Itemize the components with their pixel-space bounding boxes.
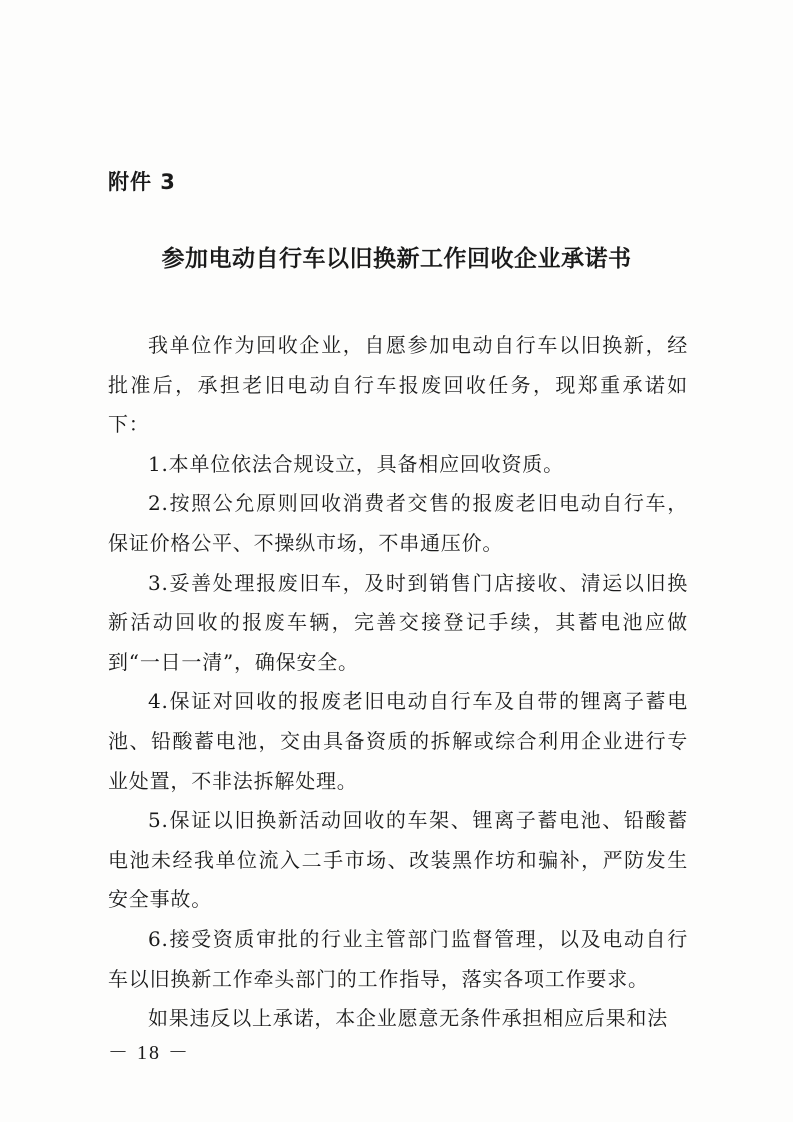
page-number: － 18 －: [108, 1042, 190, 1064]
paragraph-item-3: 3.妥善处理报废旧车，及时到销售门店接收、清运以旧换新活动回收的报废车辆，完善交接登记手续，其蓄电池应做到“一日一清”，确保安全。: [108, 570, 688, 674]
document-body: [108, 326, 688, 1039]
paragraph-item-6: 6.接受资质审批的行业主管部门监督管理，以及电动自行车以旧换新工作牵头部门的工作指导，落实各项工作要求。: [108, 926, 688, 991]
paragraph-item-1: 1.本单位依法合规设立，具备相应回收资质。: [148, 451, 564, 476]
attachment-label: 附件 3: [108, 170, 176, 194]
paragraph-item-2: 2.按照公允原则回收消费者交售的报废老旧电动自行车，保证价格公平、不操纵市场，不串通压价。: [108, 491, 688, 555]
paragraph-closing: 如果违反以上承诺，本企业愿意无条件承担相应后果和法: [148, 1006, 668, 1031]
paragraph-intro: 我单位作为回收企业，自愿参加电动自行车以旧换新，经批准后，承担老旧电动自行车报废回收任务，现郑重承诺如下：: [108, 333, 688, 437]
paragraph-item-5: 5.保证以旧换新活动回收的车架、锂离子蓄电池、铅酸蓄电池未经我单位流入二手市场、改装黑作坊和骗补，严防发生安全事故。: [108, 808, 688, 912]
paragraph-item-4: 4.保证对回收的报废老旧电动自行车及自带的锂离子蓄电池、铅酸蓄电池，交由具备资质的拆解或综合利用企业进行专业处置，不非法拆解处理。: [108, 689, 688, 793]
document-title: 参加电动自行车以旧换新工作回收企业承诺书: [161, 246, 632, 272]
